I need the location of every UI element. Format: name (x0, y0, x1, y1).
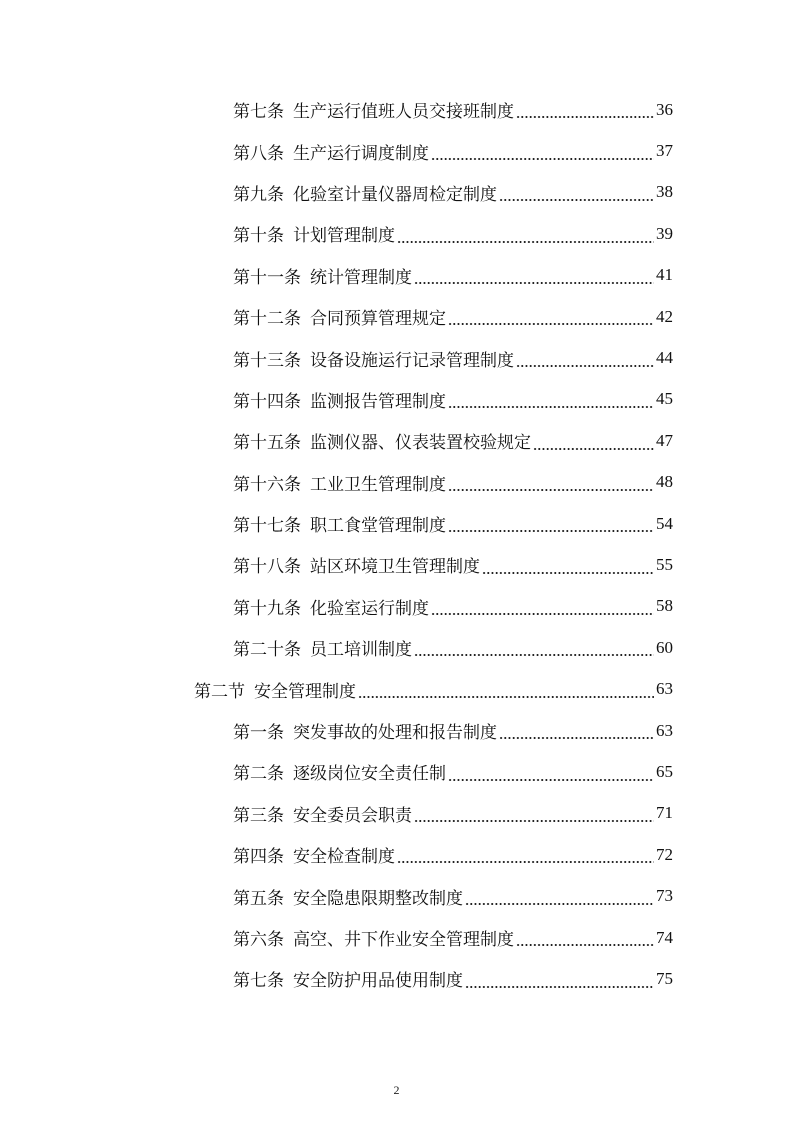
dot-leader (482, 572, 654, 574)
dot-leader (448, 489, 654, 491)
toc-entry-title: 计划管理制度 (293, 226, 395, 247)
toc-entry-title: 监测报告管理制度 (310, 391, 446, 412)
toc-entry-page: 38 (656, 182, 673, 202)
dot-leader (414, 820, 654, 822)
dot-leader (431, 613, 654, 615)
toc-entry-page: 42 (656, 306, 673, 326)
dot-leader (533, 448, 654, 450)
toc-entry-number: 第十一条 (233, 267, 301, 288)
toc-entry-number: 第八条 (233, 143, 284, 164)
toc-entry-title: 统计管理制度 (310, 267, 412, 288)
toc-entry-title: 生产运行值班人员交接班制度 (293, 102, 514, 123)
toc-entry-page: 37 (656, 141, 673, 161)
dot-leader (448, 779, 654, 781)
toc-entry[interactable] (0, 917, 793, 958)
dot-leader (414, 282, 654, 284)
toc-entry-number: 第十九条 (233, 598, 301, 619)
dot-leader (465, 903, 654, 905)
dot-leader (499, 199, 654, 201)
toc-entry-number: 第十六条 (233, 474, 301, 495)
toc-entry[interactable] (0, 255, 793, 296)
toc-entry-number: 第七条 (233, 971, 284, 992)
toc-entry-number: 第十七条 (233, 516, 301, 537)
toc-entry[interactable] (0, 793, 793, 834)
dot-leader (397, 241, 654, 243)
toc-entry[interactable] (0, 834, 793, 875)
toc-entry-page: 44 (656, 348, 673, 368)
toc-entry-title: 员工培训制度 (310, 640, 412, 661)
toc-entry[interactable] (0, 172, 793, 213)
toc-entry[interactable] (0, 544, 793, 585)
toc-entry-page: 36 (656, 99, 673, 119)
toc-entry-title: 站区环境卫生管理制度 (310, 557, 480, 578)
dot-leader (431, 158, 654, 160)
dot-leader (358, 696, 654, 698)
toc-entry-title: 安全隐患限期整改制度 (293, 888, 463, 909)
toc-entry-title: 安全委员会职责 (293, 805, 412, 826)
toc-entry-title: 化验室计量仪器周检定制度 (293, 184, 497, 205)
dot-leader (516, 944, 654, 946)
toc-section-entry[interactable] (0, 668, 793, 709)
toc-entry[interactable] (0, 710, 793, 751)
toc-entry-page: 63 (656, 720, 673, 740)
toc-entry[interactable] (0, 379, 793, 420)
dot-leader (414, 654, 654, 656)
toc-entry[interactable] (0, 296, 793, 337)
toc-entry-page: 39 (656, 223, 673, 243)
toc-entry-page: 74 (656, 927, 673, 947)
toc-entry-title: 安全检查制度 (293, 847, 395, 868)
toc-entry-title: 突发事故的处理和报告制度 (293, 723, 497, 744)
toc-section-title: 安全管理制度 (254, 681, 356, 702)
toc-entry-title: 安全防护用品使用制度 (293, 971, 463, 992)
toc-entry-page: 60 (656, 637, 673, 657)
toc-entry-number: 第五条 (233, 888, 284, 909)
toc-entry-page: 72 (656, 844, 673, 864)
toc-entry-number: 第四条 (233, 847, 284, 868)
toc-entry-page: 45 (656, 389, 673, 409)
dot-leader (448, 530, 654, 532)
table-of-contents (0, 89, 793, 1000)
dot-leader (397, 861, 654, 863)
toc-entry-number: 第七条 (233, 102, 284, 123)
toc-entry-page: 65 (656, 761, 673, 781)
toc-entry-page: 73 (656, 886, 673, 906)
toc-entry[interactable] (0, 503, 793, 544)
toc-entry-number: 第六条 (233, 930, 284, 950)
toc-entry-page: 71 (656, 803, 673, 823)
toc-entry[interactable] (0, 130, 793, 171)
toc-entry[interactable] (0, 89, 793, 130)
toc-entry[interactable] (0, 337, 793, 378)
toc-entry-title: 工业卫生管理制度 (310, 474, 446, 495)
toc-entry-number: 第十三条 (233, 350, 301, 371)
toc-entry[interactable] (0, 462, 793, 503)
dot-leader (465, 986, 654, 988)
toc-entry-page: 41 (656, 265, 673, 285)
toc-entry-number: 第十五条 (233, 433, 301, 454)
toc-entry-number: 第二条 (233, 764, 284, 785)
toc-entry[interactable] (0, 586, 793, 627)
toc-entry-number: 第二十条 (233, 640, 301, 661)
toc-entry[interactable] (0, 958, 793, 999)
toc-entry-title: 高空、井下作业安全管理制度 (293, 930, 514, 950)
toc-entry-page: 55 (656, 554, 673, 574)
dot-leader (448, 323, 654, 325)
toc-entry-page: 58 (656, 596, 673, 616)
toc-entry-number: 第九条 (233, 184, 284, 205)
toc-entry-page: 48 (656, 472, 673, 492)
toc-entry-page: 47 (656, 430, 673, 450)
toc-entry-number: 第十四条 (233, 391, 301, 412)
toc-entry-title: 职工食堂管理制度 (310, 516, 446, 537)
toc-entry[interactable] (0, 875, 793, 916)
toc-section-number: 第二节 (194, 681, 245, 702)
toc-entry-title: 监测仪器、仪表装置校验规定 (310, 433, 531, 454)
toc-entry-number: 第十条 (233, 226, 284, 247)
toc-entry-title: 逐级岗位安全责任制 (293, 764, 446, 785)
dot-leader (448, 406, 654, 408)
toc-entry-number: 第十八条 (233, 557, 301, 578)
toc-entry-page: 75 (656, 968, 673, 988)
toc-entry[interactable] (0, 213, 793, 254)
toc-entry-title: 合同预算管理规定 (310, 309, 446, 330)
dot-leader (516, 365, 654, 367)
dot-leader (499, 737, 654, 739)
dot-leader (516, 116, 654, 118)
toc-entry[interactable] (0, 627, 793, 668)
toc-entry[interactable] (0, 420, 793, 461)
toc-entry-number: 第一条 (233, 723, 284, 744)
toc-entry-number: 第十二条 (233, 309, 301, 330)
toc-entry-number: 第三条 (233, 805, 284, 826)
toc-entry-title: 设备设施运行记录管理制度 (310, 350, 514, 371)
toc-entry[interactable] (0, 751, 793, 792)
toc-entry-title: 生产运行调度制度 (293, 143, 429, 164)
toc-entry-page: 54 (656, 513, 673, 533)
toc-entry-title: 化验室运行制度 (310, 598, 429, 619)
toc-entry-page: 63 (656, 679, 673, 699)
page-number: 2 (393, 1083, 400, 1097)
